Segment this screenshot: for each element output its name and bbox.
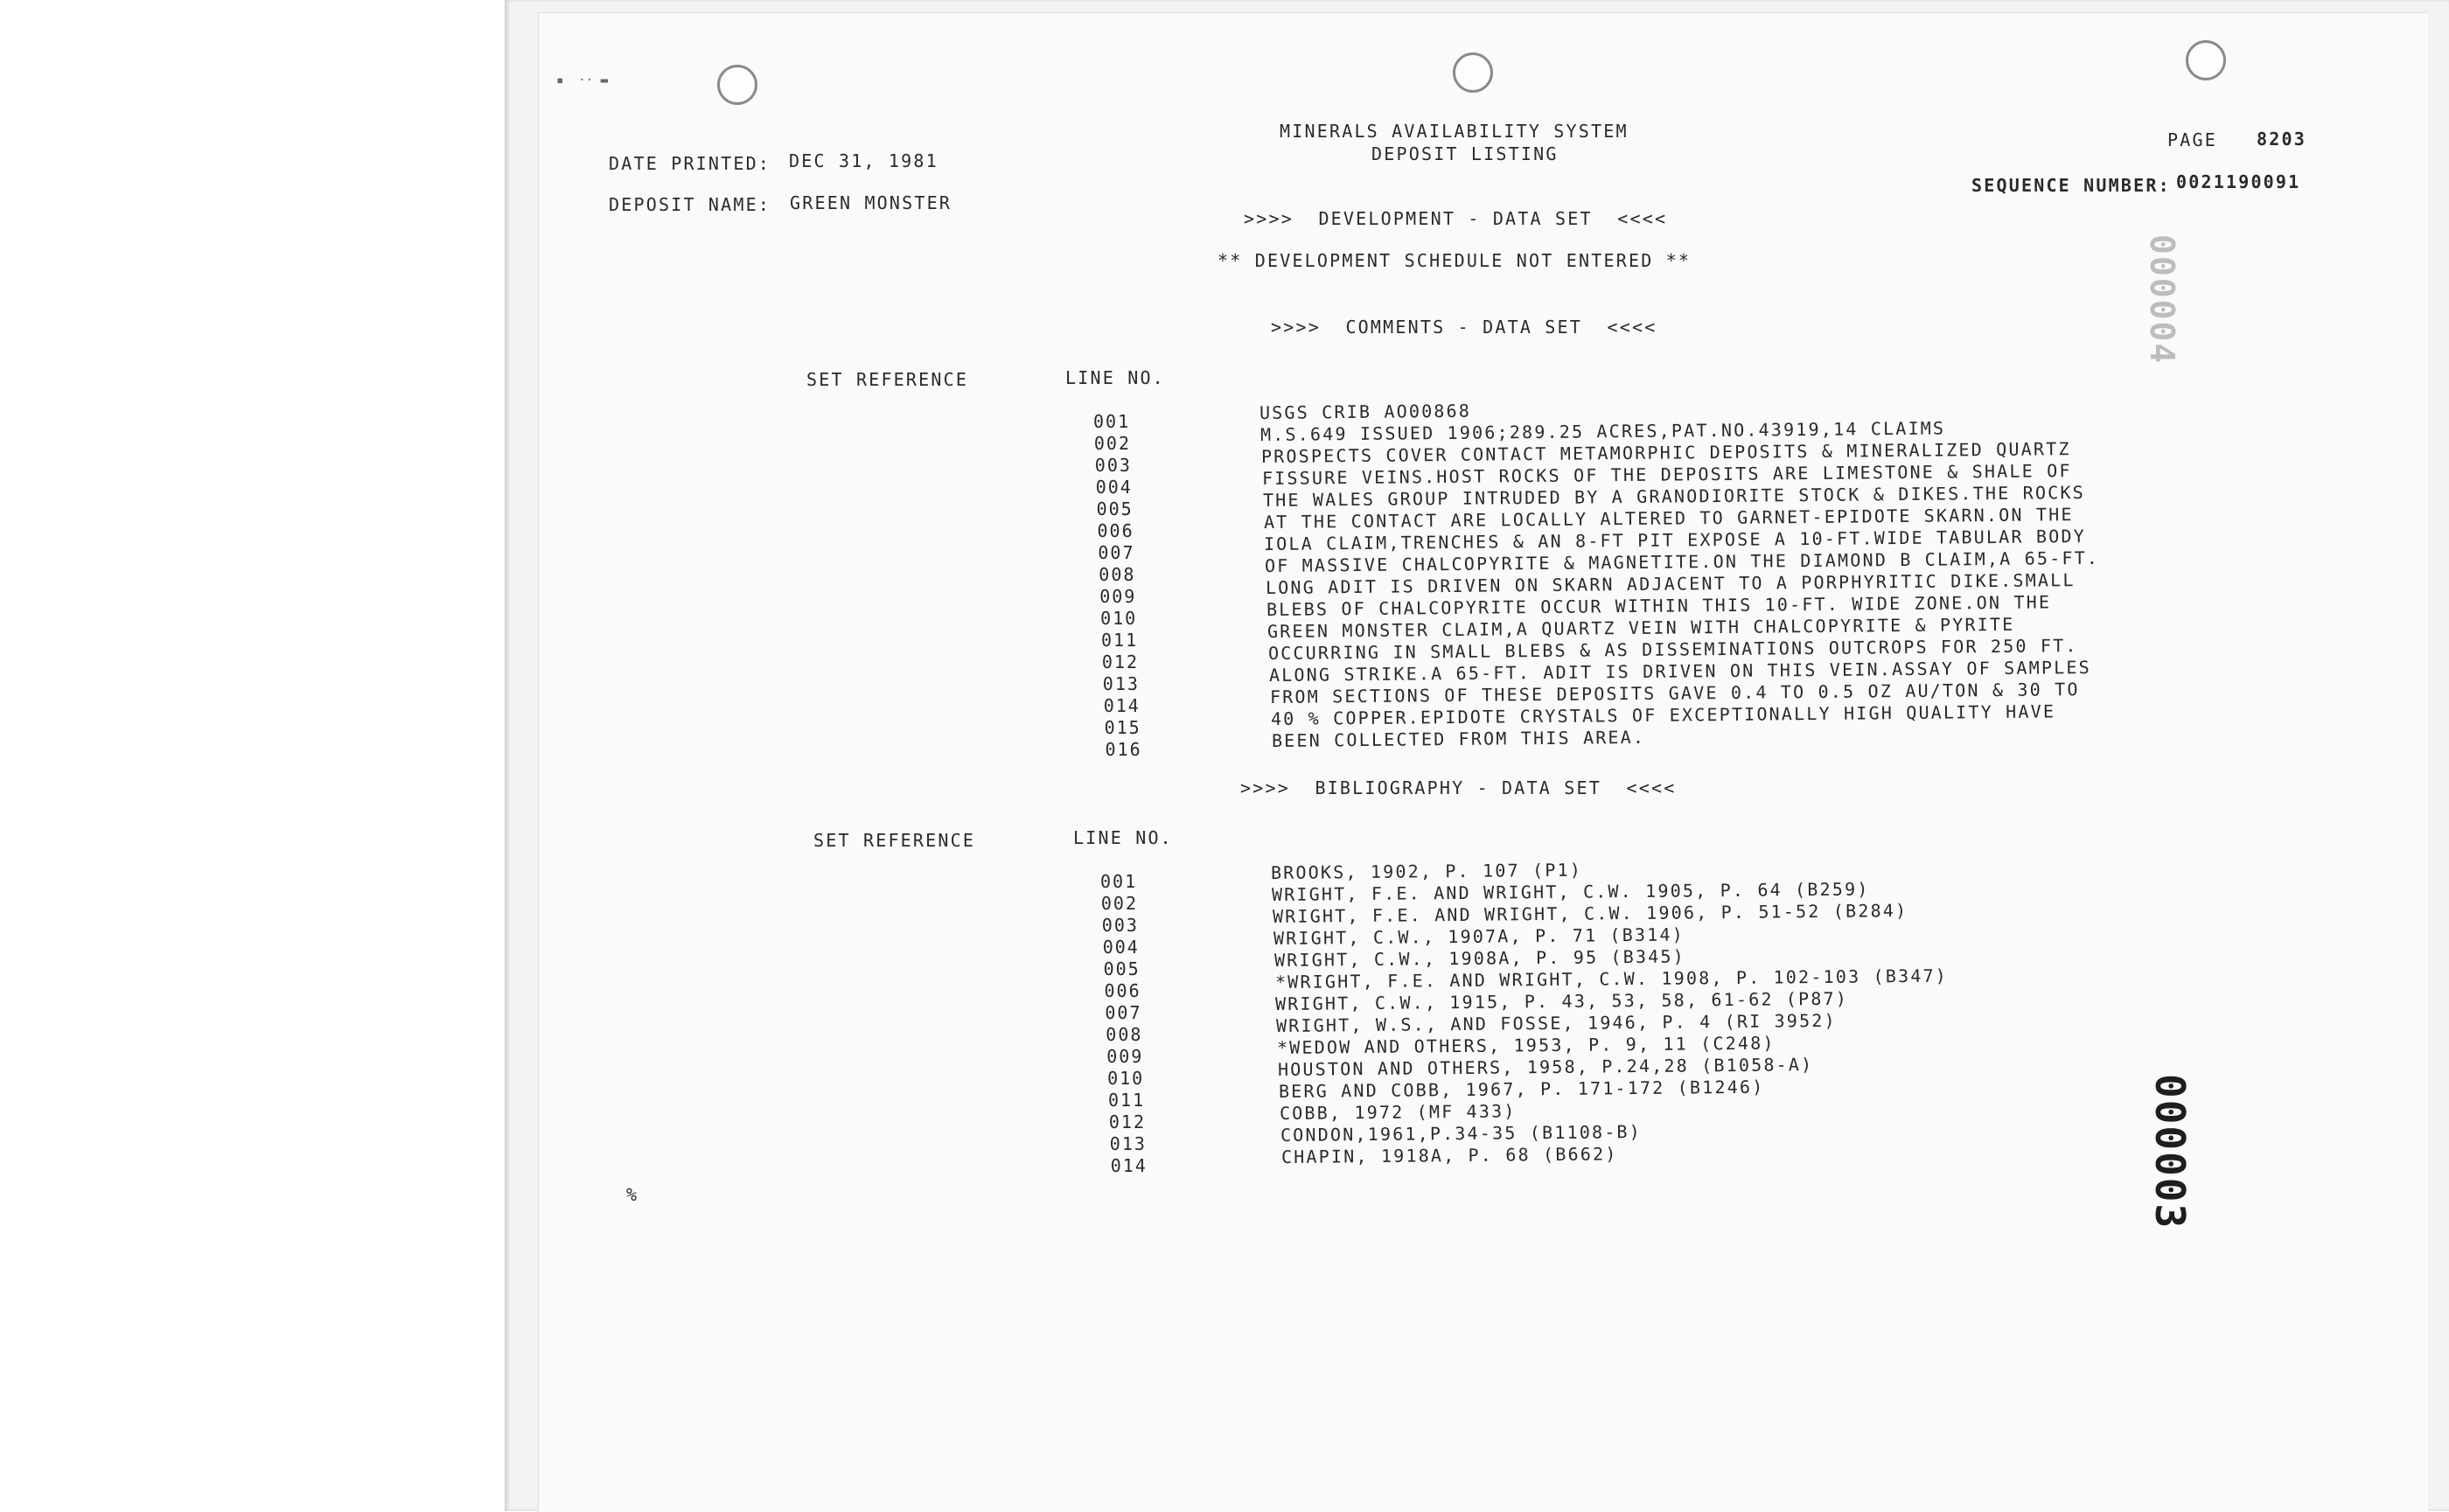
comments-heading: >>>> COMMENTS - DATA SET <<<< [1271, 317, 1657, 338]
bibliography-line-number: 014 [1110, 1155, 1148, 1176]
comments-line-number: 004 [1095, 477, 1133, 498]
comments-line-text: IOLA CLAIM,TRENCHES & AN 8-FT PIT EXPOSE A 10-FT.WIDE TABULAR BODY [1264, 525, 2087, 554]
comments-line-text: LONG ADIT IS DRIVEN ON SKARN ADJACENT TO A PORPHYRITIC DIKE.SMALL [1266, 569, 2076, 598]
bibliography-line-text: CONDON,1961,P.34-35 (B1108-B) [1280, 1121, 1642, 1146]
bibliography-line-text: CHAPIN, 1918A, P. 68 (B662) [1280, 1143, 1618, 1167]
development-heading: >>>> DEVELOPMENT - DATA SET <<<< [1244, 208, 1668, 229]
development-note: ** DEVELOPMENT SCHEDULE NOT ENTERED ** [1218, 250, 1692, 271]
bibliography-line-number: 013 [1109, 1133, 1147, 1154]
comments-line-text: OCCURRING IN SMALL BLEBS & AS DISSEMINATIONS OUTCROPS FOR 250 FT. [1267, 635, 2078, 664]
bibliography-line-number: 010 [1107, 1068, 1145, 1089]
page-number: 8203 [2257, 129, 2306, 150]
bibliography-line-number: 007 [1105, 1002, 1142, 1023]
bibliography-line-text: WRIGHT, F.E. AND WRIGHT, C.W. 1905, P. 64 (B259) [1271, 878, 1870, 905]
sequence-number: 0021190091 [2176, 171, 2301, 192]
deposit-name-label: DEPOSIT NAME: [609, 194, 771, 215]
bibliography-line-text: WRIGHT, F.E. AND WRIGHT, C.W. 1906, P. 51-52 (B284) [1272, 900, 1908, 927]
comments-line-text: FROM SECTIONS OF THESE DEPOSITS GAVE 0.4 TO 0.5 OZ AU/TON & 30 TO [1269, 679, 2080, 707]
comments-line-text: ALONG STRIKE.A 65-FT. ADIT IS DRIVEN ON THIS VEIN.ASSAY OF SAMPLES [1268, 656, 2091, 686]
bibliography-line-number: 011 [1108, 1090, 1146, 1111]
bibliography-col-set-reference: SET REFERENCE [813, 830, 976, 851]
comments-line-number: 002 [1093, 433, 1132, 454]
page-stamp-number: 000003 [2146, 1074, 2194, 1230]
comments-line-text: BEEN COLLECTED FROM THIS AREA. [1271, 726, 1645, 751]
comments-line-number: 013 [1102, 673, 1140, 694]
comments-line-text: USGS CRIB AO00868 [1259, 400, 1472, 423]
comments-line-text: AT THE CONTACT ARE LOCALLY ALTERED TO GARNET-EPIDOTE SKARN.ON THE [1263, 504, 2074, 533]
scan-specks: ▪ ·· ▬ [556, 73, 609, 87]
punch-hole-left [717, 65, 757, 105]
comments-col-set-reference: SET REFERENCE [806, 369, 969, 390]
bibliography-line-text: BROOKS, 1902, P. 107 (P1) [1270, 859, 1583, 883]
comments-line-number: 006 [1097, 520, 1134, 541]
comments-line-number: 001 [1093, 411, 1131, 432]
comments-line-text: GREEN MONSTER CLAIM,A QUARTZ VEIN WITH CHALCOPYRITE & PYRITE [1266, 613, 2015, 642]
bibliography-line-text: COBB, 1972 (MF 433) [1279, 1100, 1517, 1124]
punch-hole-center [1453, 52, 1493, 93]
comments-line-number: 016 [1105, 739, 1142, 760]
deposit-name-value: GREEN MONSTER [790, 192, 952, 213]
date-printed-value: DEC 31, 1981 [789, 150, 938, 171]
comments-line-number: 008 [1099, 564, 1136, 585]
bibliography-line-text: BERG AND COBB, 1967, P. 171-172 (B1246) [1278, 1076, 1765, 1102]
bibliography-line-text: *WEDOW AND OTHERS, 1953, P. 9, 11 (C248) [1277, 1032, 1776, 1058]
comments-line-number: 011 [1101, 630, 1139, 651]
bibliography-line-text: HOUSTON AND OTHERS, 1958, P.24,28 (B1058-A) [1277, 1054, 1814, 1080]
comments-line-text: PROSPECTS COVER CONTACT METAMORPHIC DEPOSITS & MINERALIZED QUARTZ [1260, 438, 2071, 467]
faint-stamp-number: 000004 [2143, 234, 2181, 366]
bibliography-line-number: 001 [1100, 871, 1138, 892]
comments-line-number: 012 [1101, 651, 1140, 672]
comments-line-number: 003 [1094, 455, 1132, 476]
bibliography-line-number: 009 [1106, 1046, 1144, 1067]
bibliography-line-number: 006 [1104, 980, 1141, 1001]
comments-line-number: 015 [1104, 717, 1141, 738]
bibliography-line-number: 012 [1108, 1111, 1147, 1132]
comments-line-text: FISSURE VEINS.HOST ROCKS OF THE DEPOSITS ARE LIMESTONE & SHALE OF [1261, 460, 2072, 489]
comments-line-number: 014 [1103, 695, 1141, 716]
page-label: PAGE [2167, 129, 2217, 150]
comments-line-text: 40 % COPPER.EPIDOTE CRYSTALS OF EXCEPTIONALLY HIGH QUALITY HAVE [1270, 700, 2055, 729]
bibliography-line-text: *WRIGHT, F.E. AND WRIGHT, C.W. 1908, P. 102-103 (B347) [1274, 965, 1948, 993]
comments-line-text: BLEBS OF CHALCOPYRITE OCCUR WITHIN THIS 10-FT. WIDE ZONE.ON THE [1266, 591, 2052, 620]
listing-title: DEPOSIT LISTING [1371, 143, 1559, 164]
date-printed-label: DATE PRINTED: [609, 153, 771, 174]
footer-percent-mark: % [626, 1184, 639, 1205]
comments-line-number: 009 [1099, 586, 1137, 607]
comments-line-text: THE WALES GROUP INTRUDED BY A GRANODIORITE STOCK & DIKES.THE ROCKS [1262, 481, 2085, 511]
comments-line-number: 010 [1100, 608, 1138, 629]
comments-line-number: 005 [1096, 498, 1134, 519]
bibliography-col-line-no: LINE NO. [1073, 827, 1173, 848]
bibliography-line-text: WRIGHT, C.W., 1908A, P. 95 (B345) [1273, 945, 1685, 971]
bibliography-heading: >>>> BIBLIOGRAPHY - DATA SET <<<< [1240, 777, 1677, 798]
bibliography-line-text: WRIGHT, W.S., AND FOSSE, 1946, P. 4 (RI 3952) [1276, 1009, 1838, 1036]
bibliography-line-text: WRIGHT, C.W., 1907A, P. 71 (B314) [1273, 923, 1685, 949]
bibliography-line-number: 008 [1106, 1024, 1143, 1045]
bibliography-line-number: 002 [1100, 893, 1139, 914]
comments-line-text: OF MASSIVE CHALCOPYRITE & MAGNETITE.ON THE DIAMOND B CLAIM,A 65-FT. [1265, 547, 2100, 576]
comments-line-text: M.S.649 ISSUED 1906;289.25 ACRES,PAT.NO.43919,14 CLAIMS [1259, 417, 1946, 445]
sequence-label: SEQUENCE NUMBER: [1971, 175, 2171, 196]
comments-col-line-no: LINE NO. [1065, 367, 1165, 388]
system-title: MINERALS AVAILABILITY SYSTEM [1280, 121, 1629, 142]
bibliography-line-text: WRIGHT, C.W., 1915, P. 43, 53, 58, 61-62 (P87) [1275, 987, 1849, 1014]
punch-hole-right [2186, 40, 2226, 80]
bibliography-line-number: 005 [1103, 958, 1141, 979]
bibliography-line-number: 004 [1102, 937, 1140, 958]
bibliography-line-number: 003 [1101, 915, 1139, 936]
comments-line-number: 007 [1098, 542, 1135, 563]
scan-backdrop [0, 0, 503, 1511]
